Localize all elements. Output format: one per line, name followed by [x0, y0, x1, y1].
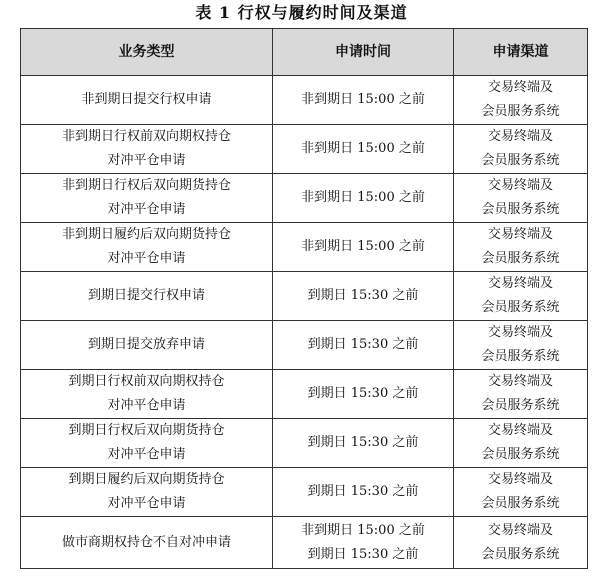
cell-text-line: 到期日 15:30 之前 [307, 435, 419, 450]
cell-application-time [273, 272, 454, 321]
cell-text-line: 对冲平仓申请 [107, 447, 186, 462]
cell-business-type [21, 76, 273, 125]
cell-business-type [21, 370, 273, 419]
cell-text-line: 会员服务系统 [481, 251, 560, 266]
cell-business-type [21, 419, 273, 468]
cell-text-line: 交易终端及 [487, 325, 553, 340]
cell-business-type [21, 468, 273, 517]
cell-text-line: 交易终端及 [487, 129, 553, 144]
cell-text-line: 会员服务系统 [481, 300, 560, 315]
cell-text-line: 会员服务系统 [481, 349, 560, 364]
cell-text-line: 到期日 15:30 之前 [307, 288, 419, 303]
cell-application-channel [454, 468, 588, 517]
cell-text-line: 会员服务系统 [481, 398, 560, 413]
table-caption: 表 1 行权与履约时间及渠道 [195, 3, 408, 22]
table-header-row [21, 29, 588, 76]
header-business-type: 业务类型 [21, 29, 273, 76]
cell-application-channel [454, 223, 588, 272]
cell-business-type [21, 223, 273, 272]
cell-text-line: 非到期日行权后双向期货持仓 [61, 178, 231, 193]
cell-business-type [21, 517, 273, 569]
cell-text-line: 到期日提交行权申请 [87, 288, 205, 303]
cell-text-line: 交易终端及 [487, 227, 553, 242]
cell-text-line: 做市商期权持仓不自对冲申请 [61, 534, 231, 550]
header-application-channel: 申请渠道 [454, 29, 588, 76]
cell-text-line: 会员服务系统 [481, 447, 560, 462]
cell-text-line: 非到期日行权前双向期权持仓 [61, 129, 231, 144]
table-row [21, 370, 588, 419]
table-row [21, 272, 588, 321]
cell-application-time [273, 76, 454, 125]
cell-text-line: 到期日 15:30 之前 [307, 546, 419, 562]
cell-text-line: 非到期日 15:00 之前 [301, 522, 425, 538]
cell-text-line: 非到期日 15:00 之前 [301, 239, 425, 254]
cell-application-time [273, 223, 454, 272]
cell-text-line: 非到期日提交行权申请 [81, 92, 212, 107]
cell-business-type [21, 174, 273, 223]
table-row [21, 419, 588, 468]
table-row [21, 321, 588, 370]
cell-application-channel [454, 419, 588, 468]
cell-text-line: 会员服务系统 [481, 153, 560, 168]
exercise-schedule-table [20, 28, 588, 569]
cell-text-line: 到期日履约后双向期货持仓 [68, 472, 225, 487]
header-application-time: 申请时间 [273, 29, 454, 76]
cell-text-line: 到期日 15:30 之前 [307, 386, 419, 401]
cell-application-time [273, 419, 454, 468]
cell-application-time [273, 517, 454, 569]
cell-text-line: 对冲平仓申请 [107, 398, 186, 413]
table-row [21, 468, 588, 517]
cell-text-line: 交易终端及 [487, 472, 553, 487]
cell-text-line: 到期日 15:30 之前 [307, 337, 419, 352]
cell-text-line: 对冲平仓申请 [107, 496, 186, 511]
table-row [21, 517, 588, 569]
cell-application-channel [454, 370, 588, 419]
cell-application-time [273, 174, 454, 223]
cell-application-channel [454, 76, 588, 125]
cell-application-channel [454, 517, 588, 569]
cell-text-line: 会员服务系统 [481, 202, 560, 217]
cell-application-channel [454, 174, 588, 223]
cell-application-time [273, 125, 454, 174]
cell-text-line: 对冲平仓申请 [107, 251, 186, 266]
table-row [21, 223, 588, 272]
cell-text-line: 交易终端及 [487, 522, 553, 538]
cell-application-time [273, 370, 454, 419]
cell-application-channel [454, 125, 588, 174]
cell-business-type [21, 272, 273, 321]
cell-application-channel [454, 272, 588, 321]
cell-text-line: 到期日提交放弃申请 [87, 337, 205, 352]
table-row [21, 76, 588, 125]
cell-text-line: 会员服务系统 [481, 104, 560, 119]
table-row [21, 174, 588, 223]
cell-text-line: 交易终端及 [487, 374, 553, 389]
cell-text-line: 非到期日 15:00 之前 [301, 190, 425, 205]
cell-text-line: 交易终端及 [487, 178, 553, 193]
cell-application-time [273, 321, 454, 370]
cell-business-type [21, 125, 273, 174]
cell-application-time [273, 468, 454, 517]
cell-text-line: 非到期日履约后双向期货持仓 [61, 227, 231, 242]
cell-text-line: 会员服务系统 [481, 496, 560, 511]
cell-text-line: 到期日行权前双向期权持仓 [68, 374, 225, 389]
cell-application-channel [454, 321, 588, 370]
cell-text-line: 对冲平仓申请 [107, 202, 186, 217]
cell-text-line: 到期日 15:30 之前 [307, 484, 419, 499]
cell-text-line: 非到期日 15:00 之前 [301, 141, 425, 156]
cell-text-line: 交易终端及 [487, 80, 553, 95]
cell-text-line: 对冲平仓申请 [107, 153, 186, 168]
cell-text-line: 会员服务系统 [481, 546, 560, 562]
cell-business-type [21, 321, 273, 370]
cell-text-line: 交易终端及 [487, 423, 553, 438]
table-row [21, 125, 588, 174]
cell-text-line: 到期日行权后双向期货持仓 [68, 423, 225, 438]
cell-text-line: 非到期日 15:00 之前 [301, 92, 425, 107]
cell-text-line: 交易终端及 [487, 276, 553, 291]
